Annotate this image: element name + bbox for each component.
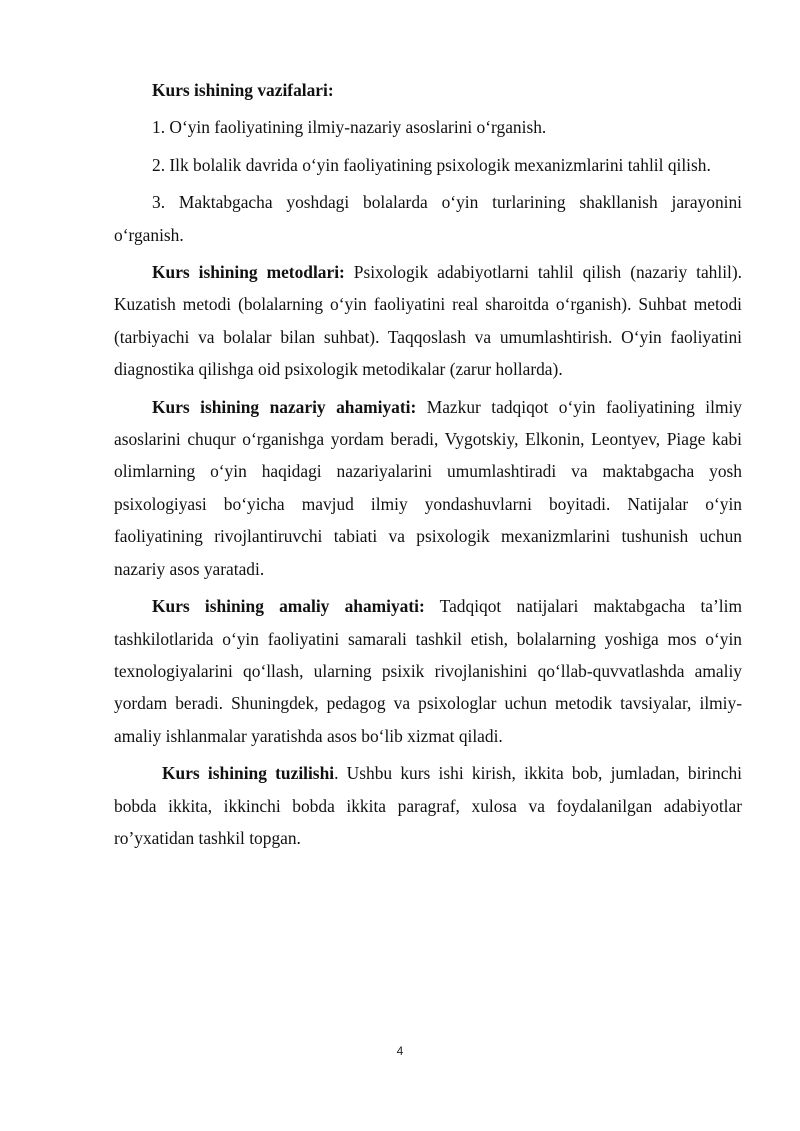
theoretical-text: Mazkur tadqiqot o‘yin faoliyatining ilmiy asoslarini chuqur o‘rganishga yordam beradi, Vygotskiy, Elkonin, Leontyev, Piage kabi olimlarning o‘yin haqidagi nazariyalarini umumlashtiradi va maktabgacha yosh psixologiyasi bo‘yicha mavjud ilmiy yondashuvlarni boyitadi. Natijalar o‘yin faoliyatining rivojlantiruvchi tabiati va psixologik mexanizmlarini tushunish uchun nazariy asos yaratadi. [114, 396, 742, 579]
practical-paragraph [114, 590, 742, 752]
tasks-heading: Kurs ishining vazifalari: [152, 80, 334, 100]
structure-paragraph [114, 757, 742, 854]
task-item-3: 3. Maktabgacha yoshdagi bolalarda o‘yin turlarining shakllanish jarayonini o‘rganish. [114, 192, 742, 245]
page-number: 4 [396, 1044, 404, 1058]
structure-lead: Kurs ishining tuzilishi [162, 763, 335, 784]
practical-text: Tadqiqot natijalari maktabgacha ta’lim tashkilotlarida o‘yin faoliyatini samarali tashkil etish, bolalarning yoshiga mos o‘yin texnologiyalarini qo‘llash, ularning psixik rivojlanishini qo‘llab-quvvatlashda amaliy yordam beradi. Shuningdek, pedagog va psixologlar uchun metodik tavsiyalar, ilmiy-amaliy ishlanmalar yaratishda asos bo‘lib xizmat qiladi. [114, 596, 742, 746]
document-page [114, 74, 742, 859]
methods-text: Psixologik adabiyotlarni tahlil qilish (nazariy tahlil). Kuzatish metodi (bolalarning o‘yin faoliyatini real sharoitda o‘rganish). Suhbat metodi (tarbiyachi va bolalar bilan suhbat). Taqqoslash va umumlashtirish. O‘yin faoliyatini diagnostika qilishga oid psixologik metodikalar (zarur hollarda). [114, 262, 743, 380]
structure-text: . Ushbu kurs ishi kirish, ikkita bob, jumladan, birinchi bobda ikkita, ikkinchi bobda ikkita paragraf, xulosa va foydalanilgan adabiyotlar ro’yxatidan tashkil topgan. [114, 763, 742, 848]
methods-paragraph [114, 256, 742, 386]
task-item-2: 2. Ilk bolalik davrida o‘yin faoliyatining psixologik mexanizmlarini tahlil qilish. [152, 154, 711, 175]
methods-lead: Kurs ishining metodlari: [152, 262, 345, 283]
practical-lead: Kurs ishining amaliy ahamiyati: [152, 596, 425, 617]
theoretical-paragraph [114, 391, 742, 585]
theoretical-lead: Kurs ishining nazariy ahamiyati: [152, 396, 417, 417]
task-item-1: 1. O‘yin faoliyatining ilmiy-nazariy asoslarini o‘rganish. [152, 117, 547, 138]
